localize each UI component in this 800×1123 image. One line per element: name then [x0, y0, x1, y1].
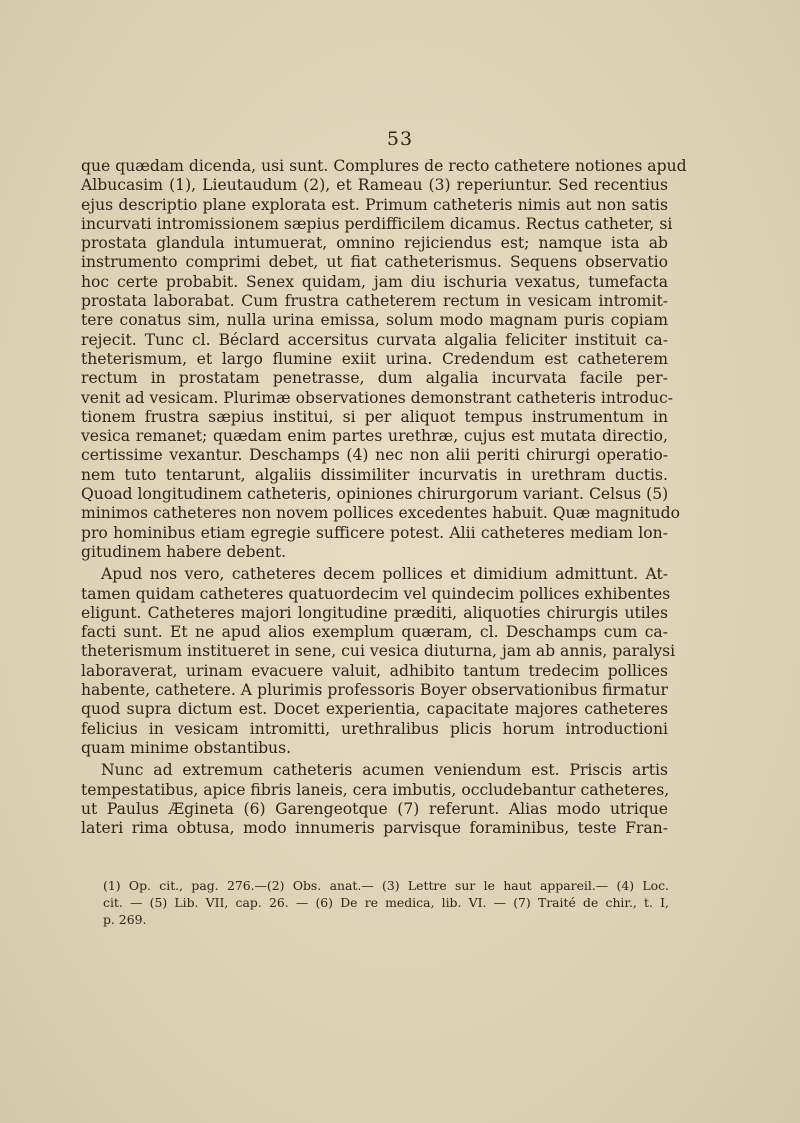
- text-line: habente, cathetere. A plurimis professoris Boyer observationibus firmatur: [81, 681, 668, 700]
- paragraph-1: [81, 157, 687, 562]
- text-line: eligunt. Catheteres majori longitudine præditi, aliquoties chirurgis utiles: [81, 603, 668, 622]
- footnote-line: (1) Op. cit., pag. 276.—(2) Obs. anat.— (3) Lettre sur le haut appareil.— (4) Loc.: [103, 878, 669, 893]
- text-line: vesica remanet; quædam enim partes urethræ, cujus est mutata directio,: [81, 427, 668, 446]
- text-line: que quædam dicenda, usi sunt. Complures de recto cathetere notiones apud: [81, 157, 687, 175]
- text-line: nem tuto tentarunt, algaliis dissimiliter incurvatis in urethram ductis.: [81, 465, 668, 484]
- text-line: pro hominibus etiam egregie sufficere potest. Alii catheteres mediam lon-: [81, 523, 668, 542]
- text-line: facti sunt. Et ne apud alios exemplum quæram, cl. Deschamps cum ca-: [81, 623, 668, 642]
- text-line: minimos catheteres non novem pollices excedentes habuit. Quæ magnitudo: [81, 504, 680, 523]
- main-text: [81, 157, 687, 838]
- text-line: theterismum, et largo flumine exiit urina. Credendum est catheterem: [81, 349, 668, 368]
- text-line: quam minime obstantibus.: [81, 738, 292, 757]
- page-number: 53: [386, 128, 414, 150]
- text-line: tionem frustra sæpius institui, si per aliquot tempus instrumentum in: [81, 407, 668, 426]
- text-line: ejus descriptio plane explorata est. Primum catheteris nimis aut non satis: [81, 195, 668, 214]
- text-line: prostata glandula intumuerat, omnino rejiciendus est; namque ista ab: [81, 234, 668, 253]
- text-line: Apud nos vero, catheteres decem pollices et dimidium admittunt. At-: [101, 565, 668, 584]
- text-line: gitudinem habere debent.: [81, 542, 287, 561]
- text-line: hoc certe probabit. Senex quidam, jam diu ischuria vexatus, tumefacta: [81, 272, 668, 291]
- text-line: rectum in prostatam penetrasse, dum algalia incurvata facile per-: [81, 369, 668, 388]
- text-line: certissime vexantur. Deschamps (4) nec non alii periti chirurgi operatio-: [81, 446, 668, 465]
- paragraph-3: [81, 761, 668, 838]
- text-line: quod supra dictum est. Docet experientia, capacitate majores catheteres: [81, 700, 668, 719]
- text-line: laboraverat, urinam evacuere valuit, adhibito tantum tredecim pollices: [81, 661, 668, 680]
- text-line: rejecit. Tunc cl. Béclard accersitus curvata algalia feliciter instituit ca-: [81, 330, 668, 349]
- footnote-line: p. 269.: [103, 912, 147, 927]
- text-line: Quoad longitudinem catheteris, opiniones chirurgorum variant. Celsus (5): [81, 485, 669, 504]
- paragraph-2: [81, 565, 676, 758]
- text-line: Albucasim (1), Lieutaudum (2), et Rameau (3) reperiuntur. Sed recentius: [81, 176, 668, 195]
- text-line: instrumento comprimi debet, ut fiat catheterismus. Sequens observatio: [81, 253, 668, 272]
- footnote-line: cit. — (5) Lib. VII, cap. 26. — (6) De re medica, lib. VI. — (7) Traité de chir., t. I,: [103, 895, 669, 910]
- text-line: ut Paulus Æginetа (6) Garengeotque (7) referunt. Alias modo utrique: [81, 799, 668, 818]
- text-line: tere conatus sim, nulla urina emissa, solum modo magnam puris copiam: [81, 311, 668, 330]
- text-line: Nunc ad extremum catheteris acumen veniendum est. Priscis artis: [101, 761, 668, 780]
- text-line: venit ad vesicam. Plurimæ observationes demonstrant catheteris introduc-: [81, 388, 674, 407]
- text-line: theterismum institueret in sene, cui vesica diuturna, jam ab annis, paralysi: [81, 642, 676, 661]
- text-line: tamen quidam catheteres quatuordecim vel quindecim pollices exhibentes: [81, 584, 671, 603]
- footnotes: [103, 877, 669, 928]
- text-line: prostata laborabat. Cum frustra catheterem rectum in vesicam intromit-: [81, 292, 668, 311]
- text-line: felicius in vesicam intromitti, urethralibus plicis horum introductioni: [81, 719, 668, 738]
- text-line: tempestatibus, apice fibris laneis, cera imbutis, occludebantur catheteres,: [81, 780, 670, 799]
- text-line: lateri rima obtusa, modo innumeris parvisque foraminibus, teste Fran-: [81, 819, 668, 838]
- text-line: incurvati intromissionem sæpius perdifficilem dicamus. Rectus catheter, si: [81, 214, 673, 233]
